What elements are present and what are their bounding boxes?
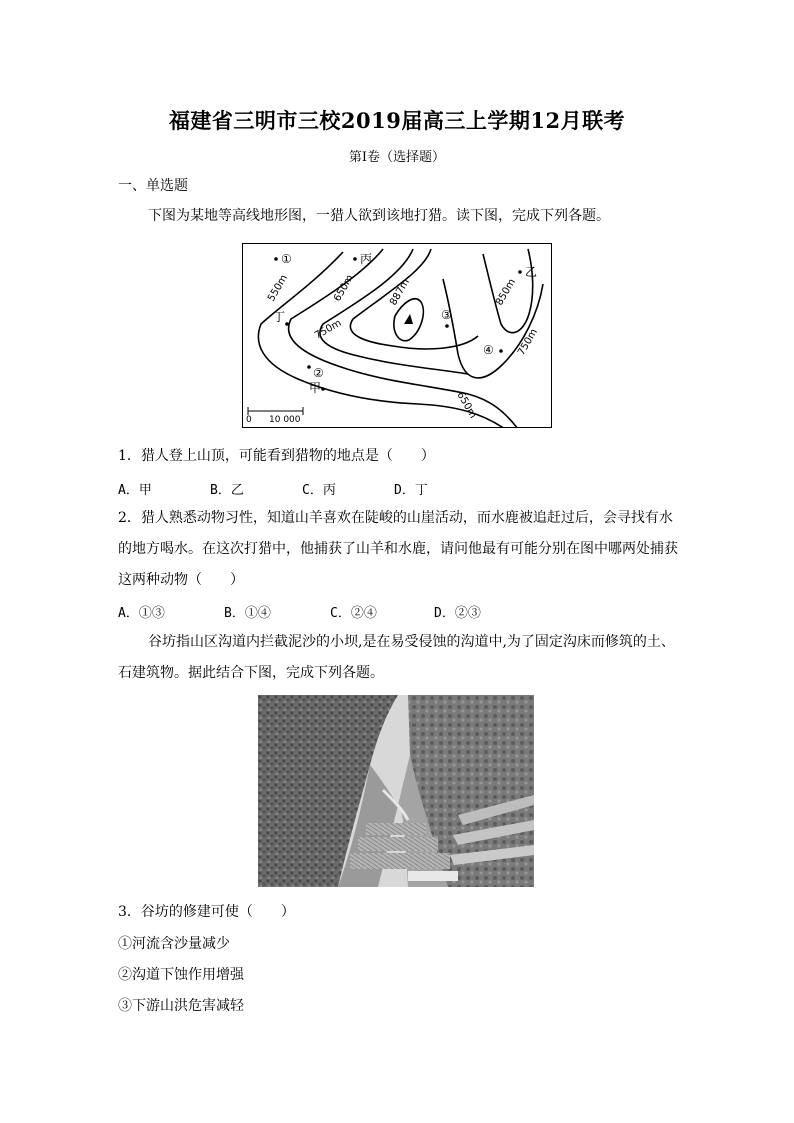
page-title: 福建省三明市三校2019届高三上学期12月联考	[168, 108, 626, 133]
q3-item-2: ②沟道下蚀作用增强	[118, 967, 244, 983]
point-ding-label: 丁	[273, 310, 286, 324]
scale-start-label: 0	[246, 415, 252, 425]
page-subtitle: 第Ⅰ卷（选择题）	[348, 150, 446, 165]
q2-stem-line-1: 2．猎人熟悉动物习性，知道山羊喜欢在陡峻的山崖活动，而水鹿被追赶过后，会寻找有水	[118, 510, 673, 526]
contour-map-figure	[242, 243, 552, 428]
point-yi-label: 乙	[525, 265, 538, 279]
point-3-label: ③	[441, 308, 452, 322]
contour-label-750-left: 750m	[313, 317, 344, 342]
section-heading: 一、单选题	[118, 178, 188, 194]
q3-stem: 3．谷坊的修建可使（ ）	[118, 904, 295, 920]
scale-bar	[246, 407, 303, 425]
point-jia-label: 甲	[309, 381, 322, 395]
q1-option-d: D．丁	[394, 483, 428, 498]
contour-map	[243, 244, 552, 428]
check-dam-photo	[258, 695, 534, 887]
group2-intro-line-1: 谷坊指山区沟道内拦截泥沙的小坝,是在易受侵蚀的沟道中,为了固定沟床而修筑的土、	[148, 634, 675, 650]
q3-item-3: ③下游山洪危害减轻	[118, 998, 244, 1014]
q1-option-a: A．甲	[118, 483, 152, 498]
point-bing-label: 丙	[360, 252, 373, 266]
contour-label-650-bottom: 650m	[454, 390, 479, 421]
summit-triangle	[404, 314, 413, 324]
q2-option-a: A．①③	[118, 606, 165, 621]
point-4-label: ④	[483, 343, 494, 357]
group2-intro-line-2: 石建筑物。据此结合下图，完成下列各题。	[118, 665, 384, 681]
contour-label-850: 850m	[494, 277, 519, 308]
scale-end-label: 10 000	[269, 415, 301, 425]
contour-label-887: 887m	[388, 277, 413, 308]
q2-stem-line-2: 的地方喝水。在这次打猎中，他捕获了山羊和水鹿，请问他最有可能分别在图中哪两处捕获	[118, 541, 678, 557]
point-1-label: ①	[281, 252, 292, 266]
contour-label-550: 550m	[266, 273, 291, 304]
contour-label-650-top: 650m	[332, 273, 357, 304]
q1-option-c: C．丙	[302, 483, 336, 498]
point-2-label: ②	[313, 366, 324, 380]
q3-item-1: ①河流含沙量减少	[118, 936, 230, 952]
q1-stem: 1．猎人登上山顶，可能看到猎物的地点是（ ）	[118, 448, 435, 464]
q2-option-b: B．①④	[224, 606, 271, 621]
q2-stem-line-3: 这两种动物（ ）	[118, 572, 244, 588]
q1-option-b: B．乙	[210, 483, 244, 498]
group1-intro: 下图为某地等高线地形图，一猎人欲到该地打猎。读下图，完成下列各题。	[148, 208, 610, 224]
q2-option-d: D．②③	[434, 606, 481, 621]
contour-label-750-right: 750m	[516, 327, 541, 358]
q2-option-c: C．②④	[330, 606, 377, 621]
